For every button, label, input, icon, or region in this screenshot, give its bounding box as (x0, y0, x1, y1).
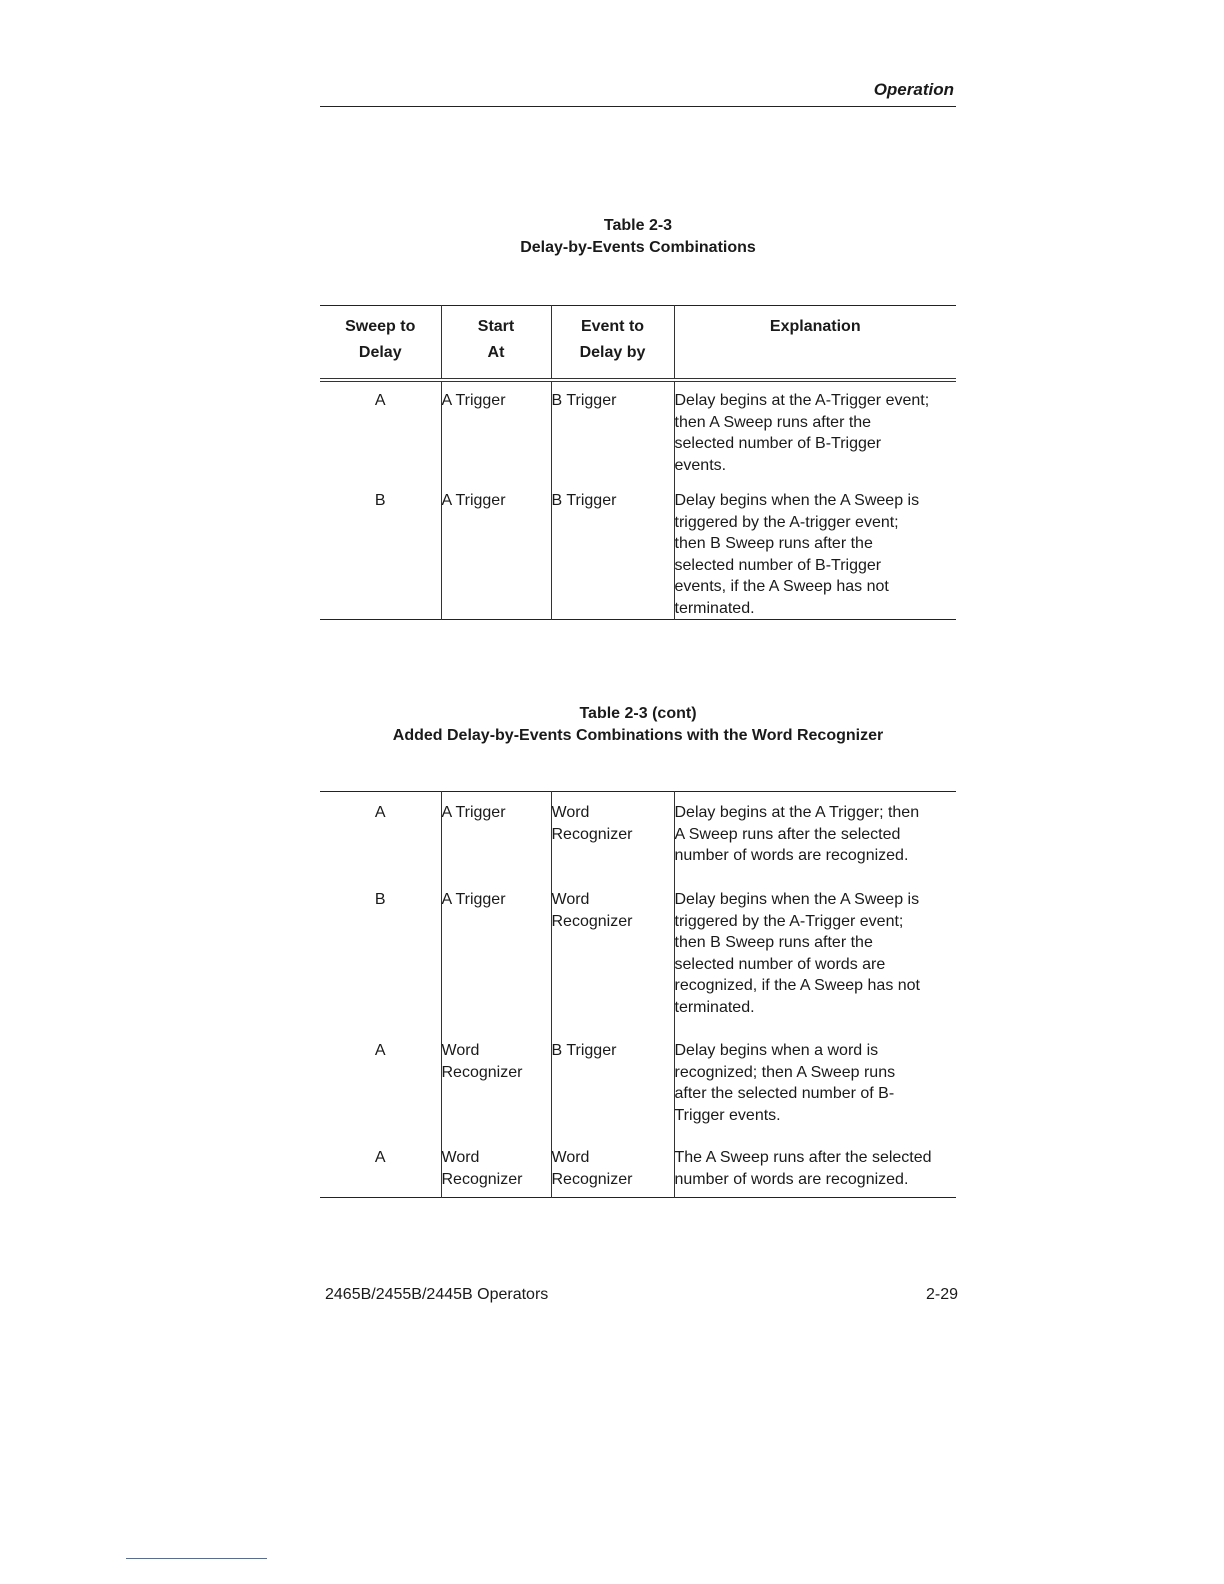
explanation-line: Delay begins when the A Sweep is (674, 492, 920, 509)
explanation-line: number of words are recognized. (674, 1170, 909, 1188)
explanation-line: Trigger events. (674, 1106, 781, 1124)
explanation-line: triggered by the A-trigger event; (674, 513, 899, 531)
explanation-line: Delay begins when a word is (674, 1042, 879, 1059)
sweep-cell: A (374, 804, 386, 821)
header-text: At (487, 344, 505, 361)
explanation-cell (674, 380, 956, 482)
table-number: Table 2-3 (cont) (579, 705, 697, 722)
start-line: Recognizer (441, 1063, 523, 1081)
explanation-cell (674, 1030, 956, 1137)
event-cell (551, 1030, 674, 1137)
event-cell: B Trigger (551, 482, 674, 620)
event-cell (551, 879, 674, 1030)
explanation-line: selected number of B-Trigger (674, 435, 882, 452)
explanation-line: selected number of B-Trigger (674, 556, 882, 574)
table-title: Delay-by-Events Combinations (520, 239, 756, 256)
explanation-line: terminated. (674, 998, 755, 1016)
header-text: Start (477, 318, 515, 335)
table-row (320, 380, 956, 482)
explanation-line: selected number of words are (674, 955, 886, 973)
header-text: Explanation (769, 318, 861, 335)
explanation-line: number of words are recognized. (674, 847, 909, 864)
event-line: Recognizer (551, 825, 633, 843)
word-recognizer-combinations-table (320, 791, 956, 1198)
explanation-line: after the selected number of B- (674, 1085, 895, 1102)
sweep-cell: B (374, 492, 386, 509)
explanation-line: then B Sweep runs after the (674, 535, 873, 552)
column-header-event (551, 306, 674, 381)
header-text: Event to (580, 318, 645, 335)
page-header (320, 80, 956, 107)
column-header-sweep (320, 306, 441, 381)
event-line: Word (551, 1149, 590, 1166)
delay-by-events-table (320, 305, 956, 620)
sweep-cell: A (374, 1042, 386, 1059)
sweep-cell: B (374, 891, 386, 908)
explanation-line: Delay begins when the A Sweep is (674, 891, 920, 908)
table-number: Table 2-3 (603, 217, 673, 234)
table-row (320, 792, 956, 880)
start-cell (441, 792, 551, 880)
column-header-explanation (674, 306, 956, 381)
explanation-line: events, if the A Sweep has not (674, 578, 889, 595)
explanation-line: Delay begins at the A-Trigger event; (674, 392, 930, 409)
event-line: Word (551, 891, 590, 908)
explanation-line: terminated. (674, 599, 755, 617)
start-cell (441, 1137, 551, 1198)
explanation-line: recognized, if the A Sweep has not (674, 977, 920, 994)
explanation-line: triggered by the A-Trigger event; (674, 912, 904, 930)
explanation-cell (674, 482, 956, 620)
table-caption (320, 215, 956, 259)
manual-title: 2465B/2455B/2445B Operators (325, 1286, 549, 1303)
scan-edge-line (126, 1558, 267, 1559)
start-line: A Trigger (441, 804, 506, 821)
event-line: Word (551, 804, 590, 821)
start-line: Word (441, 1149, 480, 1166)
table-row (320, 879, 956, 1030)
explanation-line: events. (674, 456, 727, 474)
table-row (320, 1030, 956, 1137)
event-cell: B Trigger (551, 380, 674, 482)
event-line: B Trigger (551, 1042, 617, 1059)
explanation-line: recognized; then A Sweep runs (674, 1063, 896, 1081)
start-cell (441, 1030, 551, 1137)
section-label: Operation (873, 80, 954, 99)
event-line: Recognizer (551, 912, 633, 930)
start-line: Word (441, 1042, 480, 1059)
sweep-cell: A (374, 1149, 386, 1166)
header-text: Delay (358, 344, 402, 361)
table-title: Added Delay-by-Events Combinations with the Word Recognizer (392, 727, 884, 744)
header-text: Sweep to (345, 318, 416, 335)
table-header-row (320, 306, 956, 381)
start-line: Recognizer (441, 1170, 523, 1188)
explanation-cell (674, 792, 956, 880)
explanation-line: A Sweep runs after the selected (674, 825, 901, 843)
start-cell: A Trigger (441, 482, 551, 620)
table-row (320, 482, 956, 620)
start-line: A Trigger (441, 891, 506, 908)
explanation-line: then A Sweep runs after the (674, 413, 872, 431)
explanation-cell (674, 1137, 956, 1198)
explanation-line: then B Sweep runs after the (674, 934, 873, 951)
explanation-line: Delay begins at the A Trigger; then (674, 804, 920, 821)
explanation-cell (674, 879, 956, 1030)
event-cell (551, 1137, 674, 1198)
event-cell (551, 792, 674, 880)
event-line: Recognizer (551, 1170, 633, 1188)
table-row (320, 1137, 956, 1198)
page-number: 2-29 (925, 1286, 958, 1303)
sweep-cell: A (374, 392, 386, 409)
column-header-start (441, 306, 551, 381)
start-cell: A Trigger (441, 380, 551, 482)
header-text: Delay by (579, 344, 646, 361)
explanation-line: The A Sweep runs after the selected (674, 1149, 932, 1166)
start-cell (441, 879, 551, 1030)
table-caption (320, 703, 956, 747)
